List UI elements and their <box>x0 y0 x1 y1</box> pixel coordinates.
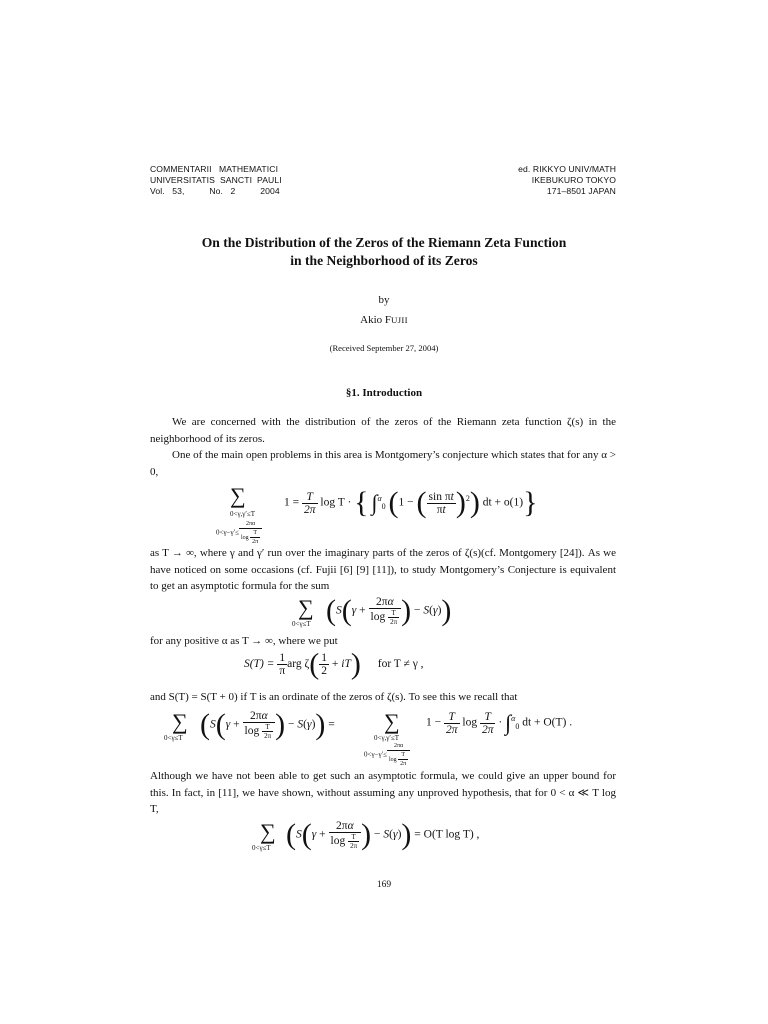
paragraph-4: for any positive α as T → ∞, where we put <box>150 635 338 647</box>
equation-1-lhs-one: 1 = <box>284 496 302 509</box>
sum-symbol: ∑ <box>260 819 276 844</box>
sum-subscript-2: 0<γ−γ′≤ 2πα log $\frac{T}{2\pi}$ <box>364 742 410 768</box>
sum-subscript: 0<γ≤T <box>164 734 183 742</box>
paragraph-5: and S(T) = S(T + 0) if T is an ordinate of the zeros of ζ(s). To see this we recall that <box>150 691 518 703</box>
sum-symbol: ∑ <box>298 595 314 620</box>
paragraph-3: as T → ∞, where γ and γ′ run over the imaginary parts of the zeros of ζ(s)(cf. Montgomery [24]). As we have noticed on some occasions (cf. Fujii [6] [9] [11]), to study Montgomery’s Conjecture is equivalent to get an asymptotic formula for the sum <box>150 547 616 592</box>
equation-4-rhs: 1 − $\frac{T}{2\pi}$ log $\frac{T}{2\pi}$ · ∫$^\alpha_0$ dt + O(T) . <box>426 710 573 736</box>
equation-montgomery-conjecture <box>212 480 592 545</box>
page-number: 169 <box>376 880 392 890</box>
header-right-line-2: IKEBUKURO TOKYO <box>531 175 616 185</box>
equation-1-tail: dt + o(1) <box>479 496 524 509</box>
header-right-line-1: ed. RIKKYO UNIV/MATH <box>518 164 616 174</box>
paragraph-6: Although we have not been able to get such an asymptotic formula, we could give an upper bound for this. In fact, in [11], we have shown, without assuming any unproved hypothesis, that for 0 < α ≪ T log T, <box>150 770 616 815</box>
equation-2-body: (S(γ + 2πα log $\frac{T}{2\pi}$ ) − S(γ)) <box>326 594 452 627</box>
equation-S-definition: S(T) = $\frac{1}{\pi}$ arg ζ( $\frac{1}{2}$ + iT) for T ≠ γ , <box>244 647 424 681</box>
equation-4-tail: dt + O(T) . <box>519 716 573 729</box>
received-date: (Received September 27, 2004) <box>329 343 439 353</box>
header-right-line-3: 171–8501 JAPAN <box>546 186 616 196</box>
equation-3-condition: for T ≠ γ , <box>377 658 424 671</box>
equation-4-lhs: (S(γ + 2πα log $\frac{T}{2\pi}$ ) − S(γ)) = <box>200 708 335 741</box>
paragraph-1: We are concerned with the distribution of the zeros of the Riemann zeta function ζ(s) in the neighborhood of its zeros. <box>150 416 616 445</box>
equation-upper-bound <box>250 818 570 858</box>
sum-subscript-1: 0<γ,γ′≤T <box>230 510 256 518</box>
journal-header-left <box>150 164 282 197</box>
paragraph-2: One of the main open problems in this area is Montgomery’s conjecture which states that for any α > 0, <box>150 449 616 478</box>
header-left-line-3: Vol. 53, No. 2 2004 <box>150 186 280 196</box>
author-last-initial: F <box>384 314 392 326</box>
header-left-line-1: COMMENTARII MATHEMATICI <box>150 164 279 174</box>
author-first-name: Akio <box>360 314 385 326</box>
equation-sum-S <box>288 594 488 632</box>
equation-5-body: (S(γ + 2πα log $\frac{T}{2\pi}$ ) − S(γ)) = O(T log T) , <box>286 818 480 851</box>
sum-subscript-2-text: 0<γ−γ′≤ <box>216 528 239 537</box>
sum-subscript-1: 0<γ,γ′≤T <box>374 734 400 742</box>
journal-header-right <box>518 164 616 197</box>
sum-subscript-2: 0<γ−γ′≤ 2πα log $\frac{T}{2\pi}$ <box>216 520 262 546</box>
section-heading: §1. Introduction <box>345 387 423 399</box>
equation-3-arg: arg ζ <box>287 658 310 671</box>
sum-symbol-2: ∑ <box>384 709 400 734</box>
equation-1-rhs: 1 = $\frac{T}{2\pi}$ log T · { ∫$^\alpha_0$ (1 − ( $\frac{\text{sin πt}}{\pi t}$ )$^2$) dt + o(1)} <box>284 486 538 519</box>
header-left-line-2: UNIVERSITATIS SANCTI PAULI <box>150 175 282 185</box>
sum-subscript: 0<γ≤T <box>252 844 271 852</box>
paper-title <box>0 234 768 270</box>
by-line: by <box>378 294 390 306</box>
author-name <box>0 314 768 326</box>
equation-recall <box>160 708 620 766</box>
paper-title-line-2: in the Neighborhood of its Zeros <box>290 253 478 268</box>
sum-subscript: 0<γ≤T <box>292 620 311 628</box>
equation-1-logT: log T · <box>317 496 355 509</box>
sum-subscript-2-text: 0<γ−γ′≤ <box>364 750 387 759</box>
equation-5-tail: = O(T log T) , <box>411 828 480 841</box>
author-last-rest: UJII <box>391 315 408 325</box>
sum-symbol: ∑ <box>230 483 246 508</box>
sum-symbol: ∑ <box>172 709 188 734</box>
paper-title-line-1: On the Distribution of the Zeros of the Riemann Zeta Function <box>201 235 567 250</box>
equation-3-label: S(T) = <box>244 658 278 671</box>
